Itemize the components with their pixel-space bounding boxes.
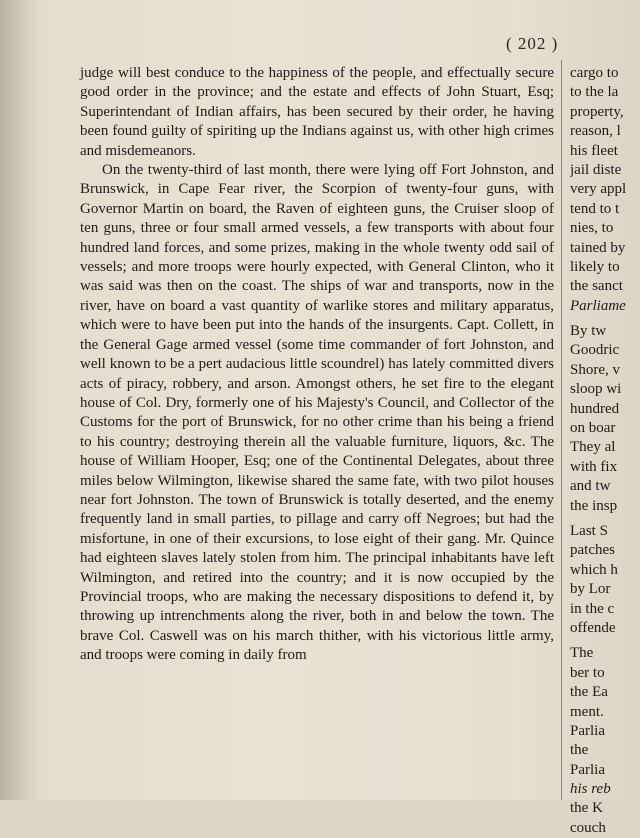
right-column-line: The (570, 645, 594, 662)
right-column-line: likely to (570, 258, 620, 275)
right-column-line: ber to (570, 664, 605, 681)
right-column-line: Parlia (570, 761, 605, 778)
article-paragraph: judge will best conduce to the happiness of the people, and effectually secure good order in the province; and the estate and effects of John Stuart, Esq; Superintendant of Indian affairs, has been secured by their order, he having been found guilty of spiriting up the Indians against us, with other high crimes and misdemeanors. (80, 65, 554, 159)
right-column-line: on boar (570, 420, 616, 437)
right-column-line: Goodric (570, 342, 620, 359)
right-column-line: very appl (570, 181, 627, 198)
right-column-line: reason, l (570, 123, 621, 140)
right-column-line: the Ea (570, 684, 608, 701)
right-column-line: his fleet (570, 142, 618, 159)
right-column-line: ment. (570, 703, 604, 720)
right-column-line: and tw (570, 478, 611, 495)
article-paragraph: On the twenty-third of last month, there were lying off Fort Johnston, and Brunswick, in Cape Fear river, the Scorpion of twenty-four guns, with Governor Martin on board, the Raven of eighteen guns, the Cruiser sloop of ten guns, three or four small armed vessels, a few transports with about four hundred land forces, and some prizes, making in the whole twenty odd sail of vessels; and more troops were hourly expected, with General Clinton, who it was said was then on the coast. The ships of war and transports, now in the river, have on board a vast quantity of warlike stores and military apparatus, which were to have been put into the hands of the insurgents. Capt. Collett, in the General Gage armed vessel (some time commander of fort Johnston, and well known to be a pert audacious little scoundrel) has lately committed divers acts of piracy, robbery, and arson. Amongst others, he set fire to the elegant house of Col. Dry, formerly one of his Majesty's Council, and Collector of the Customs for the port of Brunswick, for no other crime than his being a friend to his country; destroying therein all the valuable furniture, liquors, &c. The house of William Hooper, Esq; one of the Continental Delegates, about three miles below Wilmington, likewise shared the same fate, with two pilot houses near fort Johnston. The town of Brunswick is totally deserted, and the enemy frequently land in small parties, to pillage and carry off Negroes; but had the misfortune, in one of their excursions, to lose eight of their gang. Mr. Quince had eighteen slaves lately stolen from him. The principal inhabitants have left Wilmington, and retired into the country; and it is now occupied by the Provincial troops, who are making the necessary dispositions to defend it, by throwing up intrenchments along the river, both in and below the town. The brave Col. Caswell was on his march thither, with his victorious little army, and troops were coming in daily from (80, 162, 554, 664)
column-rule (561, 60, 562, 800)
right-column-line: the insp (570, 497, 618, 514)
right-column-line: tend to t (570, 200, 620, 217)
right-column-line: Parliame (570, 297, 626, 314)
right-column-line: offende (570, 619, 616, 636)
right-column-line: Last S (570, 522, 608, 539)
right-article-column (570, 64, 640, 838)
right-column-line: patches (570, 542, 615, 559)
right-column-line: with fix (570, 458, 618, 475)
right-column-line: by Lor (570, 581, 611, 598)
right-column-line: couch (570, 819, 606, 836)
right-column-line: jail diste (570, 161, 622, 178)
right-column-line: Parlia (570, 722, 605, 739)
right-column-line: the sanct (570, 278, 623, 295)
right-column-line: They al (570, 439, 616, 456)
page-edge-shadow (0, 0, 42, 800)
right-column-line: to the la (570, 84, 619, 101)
right-column-line: By tw (570, 323, 607, 340)
right-column-line: his reb (570, 781, 611, 798)
right-column-line: which h (570, 561, 618, 578)
right-column-line: tained by (570, 239, 626, 256)
right-column-line: Shore, v (570, 361, 620, 378)
main-article-column (80, 64, 554, 666)
right-column-line: the K (570, 800, 603, 817)
right-column-line: nies, to (570, 220, 614, 237)
right-column-line: sloop wi (570, 381, 622, 398)
right-column-line: property, (570, 103, 624, 120)
page-number: ( 202 ) (506, 34, 559, 53)
right-column-line: hundred (570, 400, 620, 417)
right-column-line: the (570, 742, 589, 759)
right-column-line: cargo to (570, 65, 619, 81)
right-column-line: in the c (570, 600, 615, 617)
